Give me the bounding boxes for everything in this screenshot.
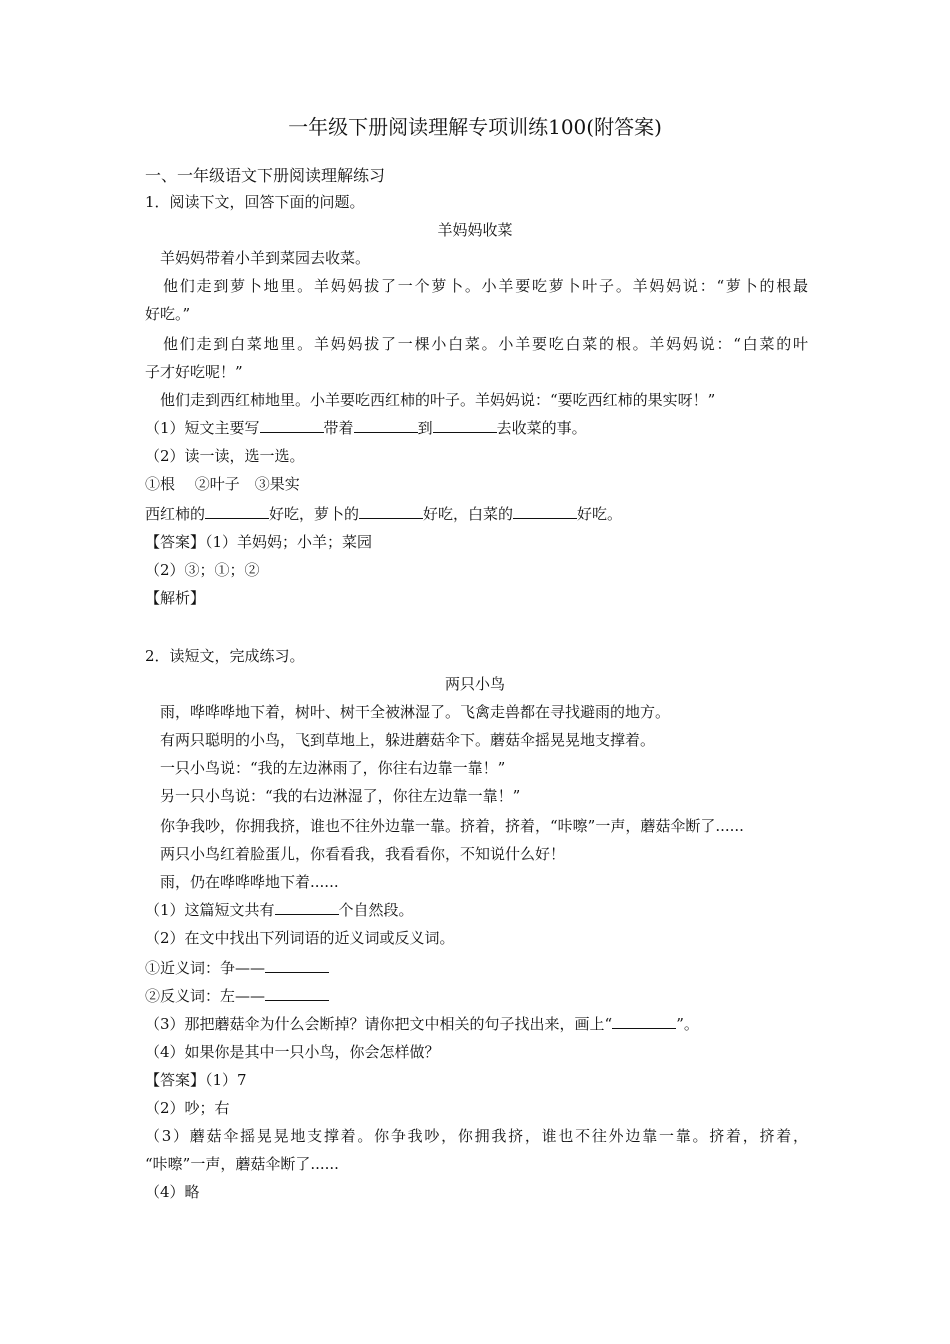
q2-sub2: （2）在文中找出下列词语的近义词或反义词。 <box>145 929 455 947</box>
q2-synonym-blank[interactable] <box>265 958 329 973</box>
q1-prompt: 1．阅读下文，回答下面的问题。 <box>145 193 365 211</box>
q2-answer-2: （2）吵；右 <box>145 1099 230 1117</box>
q1-paragraph-1: 羊妈妈带着小羊到菜园去收菜。 <box>160 249 371 267</box>
q1-paragraph-3: 他们走到白菜地里。羊妈妈拔了一棵小白菜。小羊要吃白菜的根。羊妈妈说：“白菜的叶 <box>163 335 808 353</box>
q1-options: ①根 ②叶子 ③果实 <box>145 475 300 493</box>
q2-prompt: 2．读短文，完成练习。 <box>145 647 305 665</box>
q1-sub1-text-b: 带着 <box>323 419 354 437</box>
q1-analysis: 【解析】 <box>145 589 206 607</box>
q1-paragraph-2: 他们走到萝卜地里。羊妈妈拔了一个萝卜。小羊要吃萝卜叶子。羊妈妈说：“萝卜的根最 <box>163 277 808 295</box>
q2-answer-1: 【答案】（1）7 <box>145 1071 247 1089</box>
q1-fill-text-b: 好吃，萝卜的 <box>269 505 360 523</box>
q2-answer-3: （3）蘑菇伞摇晃晃地支撑着。你争我吵，你拥我挤，谁也不往外边靠一靠。挤着，挤着， <box>145 1127 808 1145</box>
q1-paragraph-3-cont: 子才好吃呢！” <box>145 363 243 381</box>
q2-sub3-text-b: ”。 <box>676 1015 699 1033</box>
q1-sub1-blank-3[interactable] <box>433 418 497 433</box>
q1-sub1-text-a: （1）短文主要写 <box>145 419 260 437</box>
q1-sub1 <box>145 418 813 438</box>
q2-answer-3-cont: “咔嚓”一声，蘑菇伞断了...... <box>145 1155 339 1173</box>
q1-sub2: （2）读一读，选一选。 <box>145 447 305 465</box>
q2-antonym-blank[interactable] <box>265 986 329 1001</box>
document-title: 一年级下册阅读理解专项训练100(附答案) <box>288 115 662 139</box>
q2-antonym-text: ②反义词：左—— <box>145 987 266 1005</box>
q2-synonym <box>145 958 813 978</box>
q2-synonym-text: ①近义词：争—— <box>145 959 266 977</box>
q2-paragraph-1: 雨，哗哗哗地下着，树叶、树干全被淋湿了。飞禽走兽都在寻找避雨的地方。 <box>160 703 671 721</box>
q1-fill-text-a: 西红柿的 <box>145 505 206 523</box>
q1-fill-sentence <box>145 504 813 524</box>
q2-paragraph-2: 有两只聪明的小鸟，飞到草地上，躲进蘑菇伞下。蘑菇伞摇晃晃地支撑着。 <box>160 731 656 749</box>
q1-paragraph-4: 他们走到西红柿地里。小羊要吃西红柿的叶子。羊妈妈说：“要吃西红柿的果实呀！” <box>160 391 716 409</box>
q1-sub1-blank-2[interactable] <box>354 418 418 433</box>
q2-answer-4: （4）略 <box>145 1183 200 1201</box>
q1-paragraph-2-cont: 好吃。” <box>145 305 191 323</box>
q2-sub1-text-a: （1）这篇短文共有 <box>145 901 275 919</box>
q1-passage-title: 羊妈妈收菜 <box>437 221 513 239</box>
q2-passage-title: 两只小鸟 <box>444 675 505 693</box>
q1-fill-text-d: 好吃。 <box>577 505 623 523</box>
q2-sub4: （4）如果你是其中一只小鸟，你会怎样做？ <box>145 1043 440 1061</box>
q2-antonym <box>145 986 813 1006</box>
q1-fill-blank-1[interactable] <box>205 504 269 519</box>
q2-paragraph-5: 你争我吵，你拥我挤，谁也不往外边靠一靠。挤着，挤着，“咔嚓”一声，蘑菇伞断了...... <box>160 817 744 835</box>
q1-fill-text-c: 好吃，白菜的 <box>423 505 514 523</box>
q2-paragraph-6: 两只小鸟红着脸蛋儿，你看看我，我看看你，不知说什么好！ <box>160 845 566 863</box>
q1-fill-blank-3[interactable] <box>513 504 577 519</box>
q2-sub1 <box>145 900 813 920</box>
q2-sub1-text-b: 个自然段。 <box>338 901 414 919</box>
q1-sub1-blank-1[interactable] <box>260 418 324 433</box>
q2-sub1-blank[interactable] <box>275 900 339 915</box>
q1-sub1-text-c: 到 <box>417 419 433 437</box>
q2-paragraph-4: 另一只小鸟说：“我的右边淋湿了，你往左边靠一靠！” <box>160 787 521 805</box>
q2-paragraph-7: 雨，仍在哗哗哗地下着...... <box>160 873 339 891</box>
q1-sub1-text-d: 去收菜的事。 <box>496 419 587 437</box>
q2-sub3-blank[interactable] <box>612 1014 676 1029</box>
q2-sub3-text-a: （3）那把蘑菇伞为什么会断掉？请你把文中相关的句子找出来，画上“ <box>145 1015 613 1033</box>
q2-sub3 <box>145 1014 813 1034</box>
section-heading: 一、一年级语文下册阅读理解练习 <box>145 166 386 185</box>
q2-paragraph-3: 一只小鸟说：“我的左边淋雨了，你往右边靠一靠！” <box>160 759 506 777</box>
q1-fill-blank-2[interactable] <box>359 504 423 519</box>
q1-answer-1: 【答案】（1）羊妈妈；小羊；菜园 <box>145 533 373 551</box>
q1-answer-2: （2）③；①；② <box>145 561 260 579</box>
